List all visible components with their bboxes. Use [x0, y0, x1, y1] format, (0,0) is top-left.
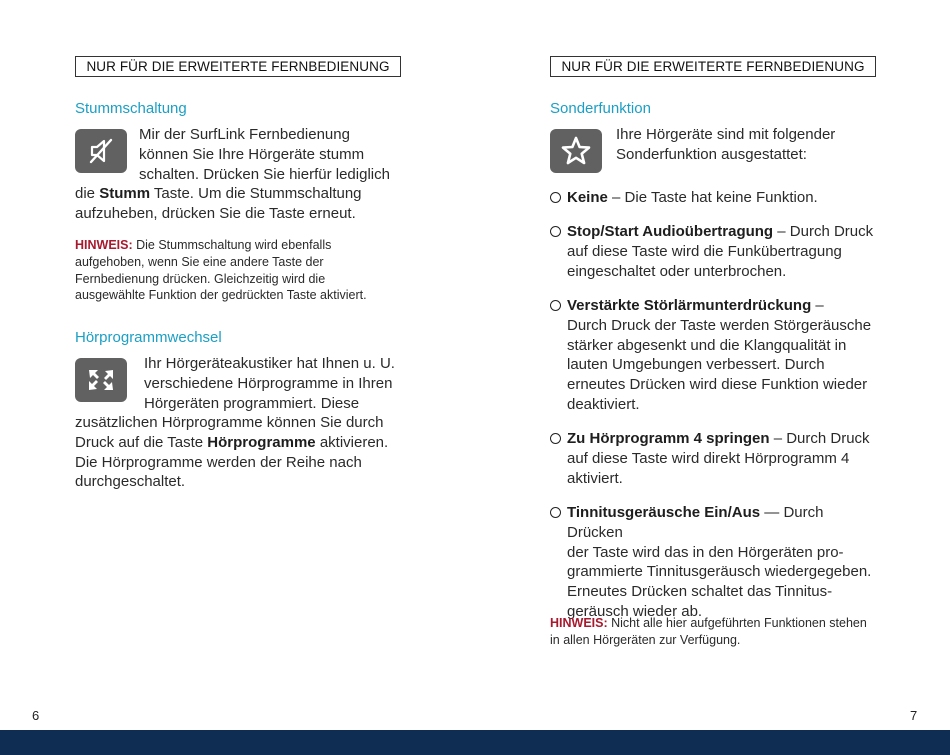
bullet-program-4: Zu Hörprogramm 4 springen – Durch Druck auf diese Taste wird direkt Hörprogramm 4 aktiviert.: [550, 429, 880, 488]
right-page: [550, 0, 880, 730]
section-title-mute: Stummschaltung: [75, 100, 187, 117]
program-paragraph-top: Ihr Hörgeräteakustiker hat Ihnen u. U. verschiedene Hörprogramme in Ihren Hörgeräten programmiert. Diese: [144, 355, 395, 412]
left-page: [75, 0, 395, 730]
bullet-circle-icon: [550, 192, 561, 203]
mute-note: HINWEIS: Die Stummschaltung wird ebenfalls aufgehoben, wenn Sie eine andere Taste der Fernbedienung drücken. Gleichzeitig wird die ausgewählte Funktion der gedrückten Taste aktiviert.: [75, 238, 367, 303]
star-icon: [550, 129, 602, 173]
section-title-special: Sonderfunktion: [550, 100, 651, 117]
page-number-left: 6: [32, 708, 40, 723]
bullet-keine: Keine – Die Taste hat keine Funktion.: [550, 188, 880, 208]
bullet-circle-icon: [550, 433, 561, 444]
special-intro: Ihre Hörgeräte sind mit folgender Sonderfunktion ausgestattet:: [616, 126, 836, 163]
bullet-circle-icon: [550, 507, 561, 518]
bullet-audio-stream: Stop/Start Audioübertragung – Durch Druck auf diese Taste wird die Funkübertragung eingeschaltet oder unterbrochen.: [550, 222, 880, 281]
bullet-circle-icon: [550, 300, 561, 311]
left-header-box: NUR FÜR DIE ERWEITERTE FERNBEDIENUNG: [75, 56, 401, 77]
special-note: HINWEIS: Nicht alle hier aufgeführten Funktionen stehen in allen Hörgeräten zur Verfügung.: [550, 616, 867, 647]
program-paragraph-bottom: zusätzlichen Hörprogramme können Sie durch Druck auf die Taste Hörprogramme aktivieren. Die Hörprogramme werden der Reihe nach durchgeschaltet.: [75, 414, 389, 491]
bullet-tinnitus: Tinnitusgeräusche Ein/Aus — Durch Drücken der Taste wird das in den Hörgeräten pro- grammierte Tinnitusgeräusch wiedergegeben. Erneutes Drücken schaltet das Tinnitus- geräusch wieder ab.: [550, 503, 880, 622]
page-number-right: 7: [910, 708, 918, 723]
program-cycle-icon: [75, 358, 127, 402]
mute-speaker-icon: [75, 129, 127, 173]
bullet-noise-reduction: Verstärkte Störlärmunterdrückung – Durch Druck der Taste werden Störgeräusche stärker abgesenkt und die Klangqualität in lauten Umgebungen verbessert. Durch erneutes Drücken wird diese Funktion wieder deaktiviert.: [550, 296, 880, 415]
section-title-program: Hörprogrammwechsel: [75, 329, 222, 346]
footer-band: [0, 730, 950, 755]
bullet-circle-icon: [550, 226, 561, 237]
mute-paragraph-bottom: die Stumm Taste. Um die Stummschaltung aufzuheben, drücken Sie die Taste erneut.: [75, 185, 362, 222]
mute-paragraph-top: Mir der SurfLink Fernbedienung können Sie Ihre Hörgeräte stumm schalten. Drücken Sie hierfür lediglich: [139, 126, 390, 183]
right-header-box: NUR FÜR DIE ERWEITERTE FERNBEDIENUNG: [550, 56, 876, 77]
